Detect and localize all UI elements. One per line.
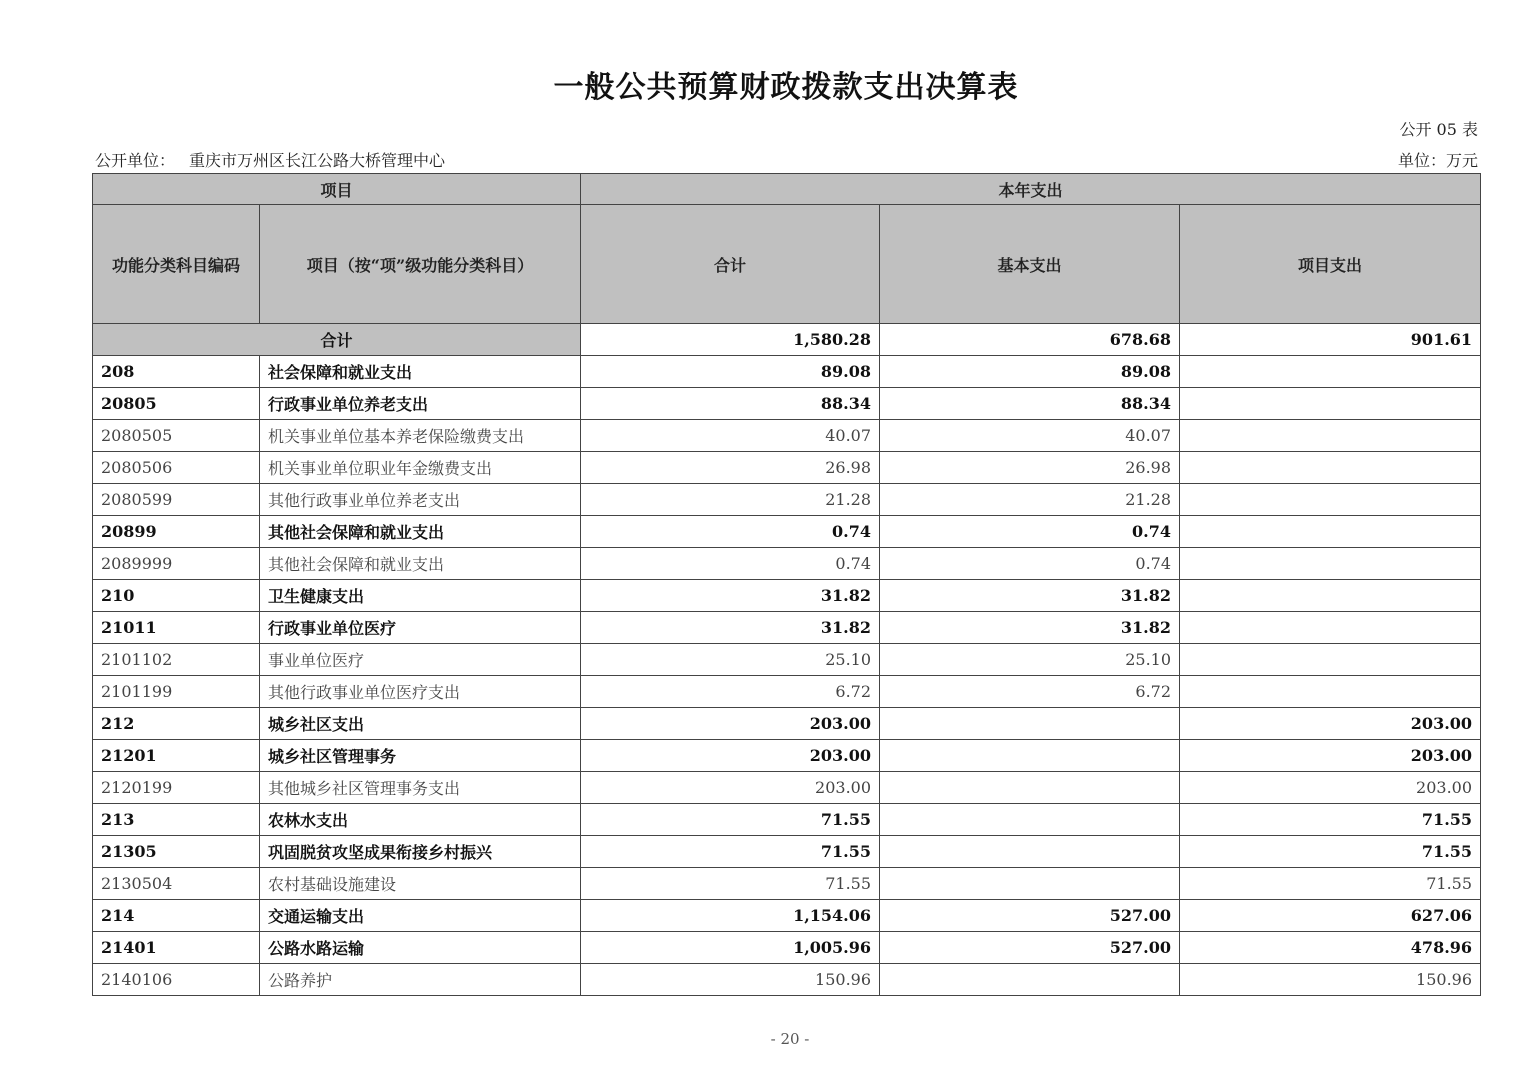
row-basic: 527.00 bbox=[880, 900, 1180, 932]
header-item-name: 项目（按“项”级功能分类科目） bbox=[260, 205, 581, 324]
row-total: 203.00 bbox=[581, 740, 880, 772]
row-project bbox=[1180, 452, 1481, 484]
row-total: 25.10 bbox=[581, 644, 880, 676]
row-name: 事业单位医疗 bbox=[260, 644, 581, 676]
row-basic: 21.28 bbox=[880, 484, 1180, 516]
table-row bbox=[93, 356, 1481, 388]
row-total: 88.34 bbox=[581, 388, 880, 420]
row-code: 21305 bbox=[93, 836, 260, 868]
row-basic bbox=[880, 708, 1180, 740]
row-basic: 527.00 bbox=[880, 932, 1180, 964]
table-row bbox=[93, 452, 1481, 484]
row-project: 203.00 bbox=[1180, 740, 1481, 772]
total-project: 901.61 bbox=[1180, 324, 1481, 356]
header-code: 功能分类科目编码 bbox=[93, 205, 260, 324]
row-code: 2080505 bbox=[93, 420, 260, 452]
publishing-unit-label: 公开单位： bbox=[95, 151, 176, 170]
row-total: 0.74 bbox=[581, 516, 880, 548]
table-row bbox=[93, 900, 1481, 932]
row-basic bbox=[880, 964, 1180, 996]
table-row bbox=[93, 836, 1481, 868]
table-row bbox=[93, 740, 1481, 772]
row-total: 0.74 bbox=[581, 548, 880, 580]
row-code: 214 bbox=[93, 900, 260, 932]
table-row bbox=[93, 516, 1481, 548]
row-name: 机关事业单位职业年金缴费支出 bbox=[260, 452, 581, 484]
row-name: 其他城乡社区管理事务支出 bbox=[260, 772, 581, 804]
row-code: 21401 bbox=[93, 932, 260, 964]
row-name: 行政事业单位医疗 bbox=[260, 612, 581, 644]
row-project: 71.55 bbox=[1180, 868, 1481, 900]
row-name: 公路水路运输 bbox=[260, 932, 581, 964]
row-basic: 40.07 bbox=[880, 420, 1180, 452]
header-project: 项目支出 bbox=[1180, 205, 1481, 324]
row-code: 20805 bbox=[93, 388, 260, 420]
row-total: 40.07 bbox=[581, 420, 880, 452]
row-basic: 31.82 bbox=[880, 580, 1180, 612]
row-total: 1,005.96 bbox=[581, 932, 880, 964]
table-row bbox=[93, 484, 1481, 516]
row-total: 31.82 bbox=[581, 612, 880, 644]
row-name: 巩固脱贫攻坚成果衔接乡村振兴 bbox=[260, 836, 581, 868]
expenditure-table bbox=[92, 173, 1481, 996]
row-code: 210 bbox=[93, 580, 260, 612]
total-basic: 678.68 bbox=[880, 324, 1180, 356]
table-row bbox=[93, 804, 1481, 836]
header-row-2 bbox=[93, 205, 1481, 324]
row-project: 627.06 bbox=[1180, 900, 1481, 932]
row-code: 2080599 bbox=[93, 484, 260, 516]
row-name: 城乡社区管理事务 bbox=[260, 740, 581, 772]
row-code: 2089999 bbox=[93, 548, 260, 580]
header-item: 项目 bbox=[93, 174, 581, 205]
header-row-1 bbox=[93, 174, 1481, 205]
row-code: 21011 bbox=[93, 612, 260, 644]
row-total: 203.00 bbox=[581, 708, 880, 740]
table-row bbox=[93, 964, 1481, 996]
row-name: 卫生健康支出 bbox=[260, 580, 581, 612]
row-basic bbox=[880, 868, 1180, 900]
table-row bbox=[93, 676, 1481, 708]
header-current-year: 本年支出 bbox=[581, 174, 1481, 205]
row-project bbox=[1180, 548, 1481, 580]
table-row bbox=[93, 932, 1481, 964]
row-project bbox=[1180, 484, 1481, 516]
row-code: 21201 bbox=[93, 740, 260, 772]
row-code: 2101102 bbox=[93, 644, 260, 676]
row-name: 交通运输支出 bbox=[260, 900, 581, 932]
row-total: 6.72 bbox=[581, 676, 880, 708]
row-name: 其他行政事业单位医疗支出 bbox=[260, 676, 581, 708]
row-code: 2120199 bbox=[93, 772, 260, 804]
row-name: 农村基础设施建设 bbox=[260, 868, 581, 900]
row-basic: 88.34 bbox=[880, 388, 1180, 420]
row-project bbox=[1180, 516, 1481, 548]
row-project bbox=[1180, 356, 1481, 388]
row-project: 203.00 bbox=[1180, 708, 1481, 740]
row-basic: 31.82 bbox=[880, 612, 1180, 644]
row-basic bbox=[880, 740, 1180, 772]
row-basic: 89.08 bbox=[880, 356, 1180, 388]
row-code: 2080506 bbox=[93, 452, 260, 484]
row-basic: 0.74 bbox=[880, 516, 1180, 548]
table-row bbox=[93, 644, 1481, 676]
row-basic: 25.10 bbox=[880, 644, 1180, 676]
table-row bbox=[93, 548, 1481, 580]
row-total: 71.55 bbox=[581, 836, 880, 868]
row-total: 203.00 bbox=[581, 772, 880, 804]
row-project: 150.96 bbox=[1180, 964, 1481, 996]
table-row bbox=[93, 388, 1481, 420]
row-basic bbox=[880, 804, 1180, 836]
row-project: 71.55 bbox=[1180, 804, 1481, 836]
row-total: 71.55 bbox=[581, 804, 880, 836]
table-row bbox=[93, 868, 1481, 900]
row-project bbox=[1180, 644, 1481, 676]
row-code: 2101199 bbox=[93, 676, 260, 708]
publishing-unit bbox=[95, 148, 445, 171]
row-name: 其他社会保障和就业支出 bbox=[260, 516, 581, 548]
row-code: 213 bbox=[93, 804, 260, 836]
table-number: 公开 05 表 bbox=[1399, 120, 1478, 139]
table-row bbox=[93, 580, 1481, 612]
row-total: 26.98 bbox=[581, 452, 880, 484]
row-project bbox=[1180, 676, 1481, 708]
row-project bbox=[1180, 388, 1481, 420]
row-code: 208 bbox=[93, 356, 260, 388]
row-code: 20899 bbox=[93, 516, 260, 548]
header-total: 合计 bbox=[581, 205, 880, 324]
row-total: 71.55 bbox=[581, 868, 880, 900]
row-project: 203.00 bbox=[1180, 772, 1481, 804]
row-name: 公路养护 bbox=[260, 964, 581, 996]
row-total: 31.82 bbox=[581, 580, 880, 612]
row-project bbox=[1180, 612, 1481, 644]
row-name: 城乡社区支出 bbox=[260, 708, 581, 740]
page-number: - 20 - bbox=[770, 1030, 810, 1048]
row-total: 1,154.06 bbox=[581, 900, 880, 932]
row-code: 212 bbox=[93, 708, 260, 740]
table-row bbox=[93, 420, 1481, 452]
total-row bbox=[93, 324, 1481, 356]
row-basic: 26.98 bbox=[880, 452, 1180, 484]
row-name: 其他社会保障和就业支出 bbox=[260, 548, 581, 580]
table-body bbox=[93, 174, 1481, 996]
row-basic: 0.74 bbox=[880, 548, 1180, 580]
publishing-unit-name: 重庆市万州区长江公路大桥管理中心 bbox=[189, 151, 446, 170]
row-project: 478.96 bbox=[1180, 932, 1481, 964]
total-label: 合计 bbox=[93, 324, 581, 356]
row-project bbox=[1180, 580, 1481, 612]
row-name: 社会保障和就业支出 bbox=[260, 356, 581, 388]
row-total: 21.28 bbox=[581, 484, 880, 516]
row-code: 2140106 bbox=[93, 964, 260, 996]
currency-unit: 单位：万元 bbox=[1397, 151, 1478, 170]
row-name: 农林水支出 bbox=[260, 804, 581, 836]
row-project bbox=[1180, 420, 1481, 452]
page-title: 一般公共预算财政拨款支出决算表 bbox=[553, 70, 1019, 105]
row-name: 其他行政事业单位养老支出 bbox=[260, 484, 581, 516]
table-row bbox=[93, 612, 1481, 644]
row-basic bbox=[880, 836, 1180, 868]
row-basic bbox=[880, 772, 1180, 804]
table-row bbox=[93, 772, 1481, 804]
table-row bbox=[93, 708, 1481, 740]
row-project: 71.55 bbox=[1180, 836, 1481, 868]
total-sum: 1,580.28 bbox=[581, 324, 880, 356]
row-name: 行政事业单位养老支出 bbox=[260, 388, 581, 420]
header-basic: 基本支出 bbox=[880, 205, 1180, 324]
row-total: 150.96 bbox=[581, 964, 880, 996]
row-code: 2130504 bbox=[93, 868, 260, 900]
row-name: 机关事业单位基本养老保险缴费支出 bbox=[260, 420, 581, 452]
row-total: 89.08 bbox=[581, 356, 880, 388]
row-basic: 6.72 bbox=[880, 676, 1180, 708]
